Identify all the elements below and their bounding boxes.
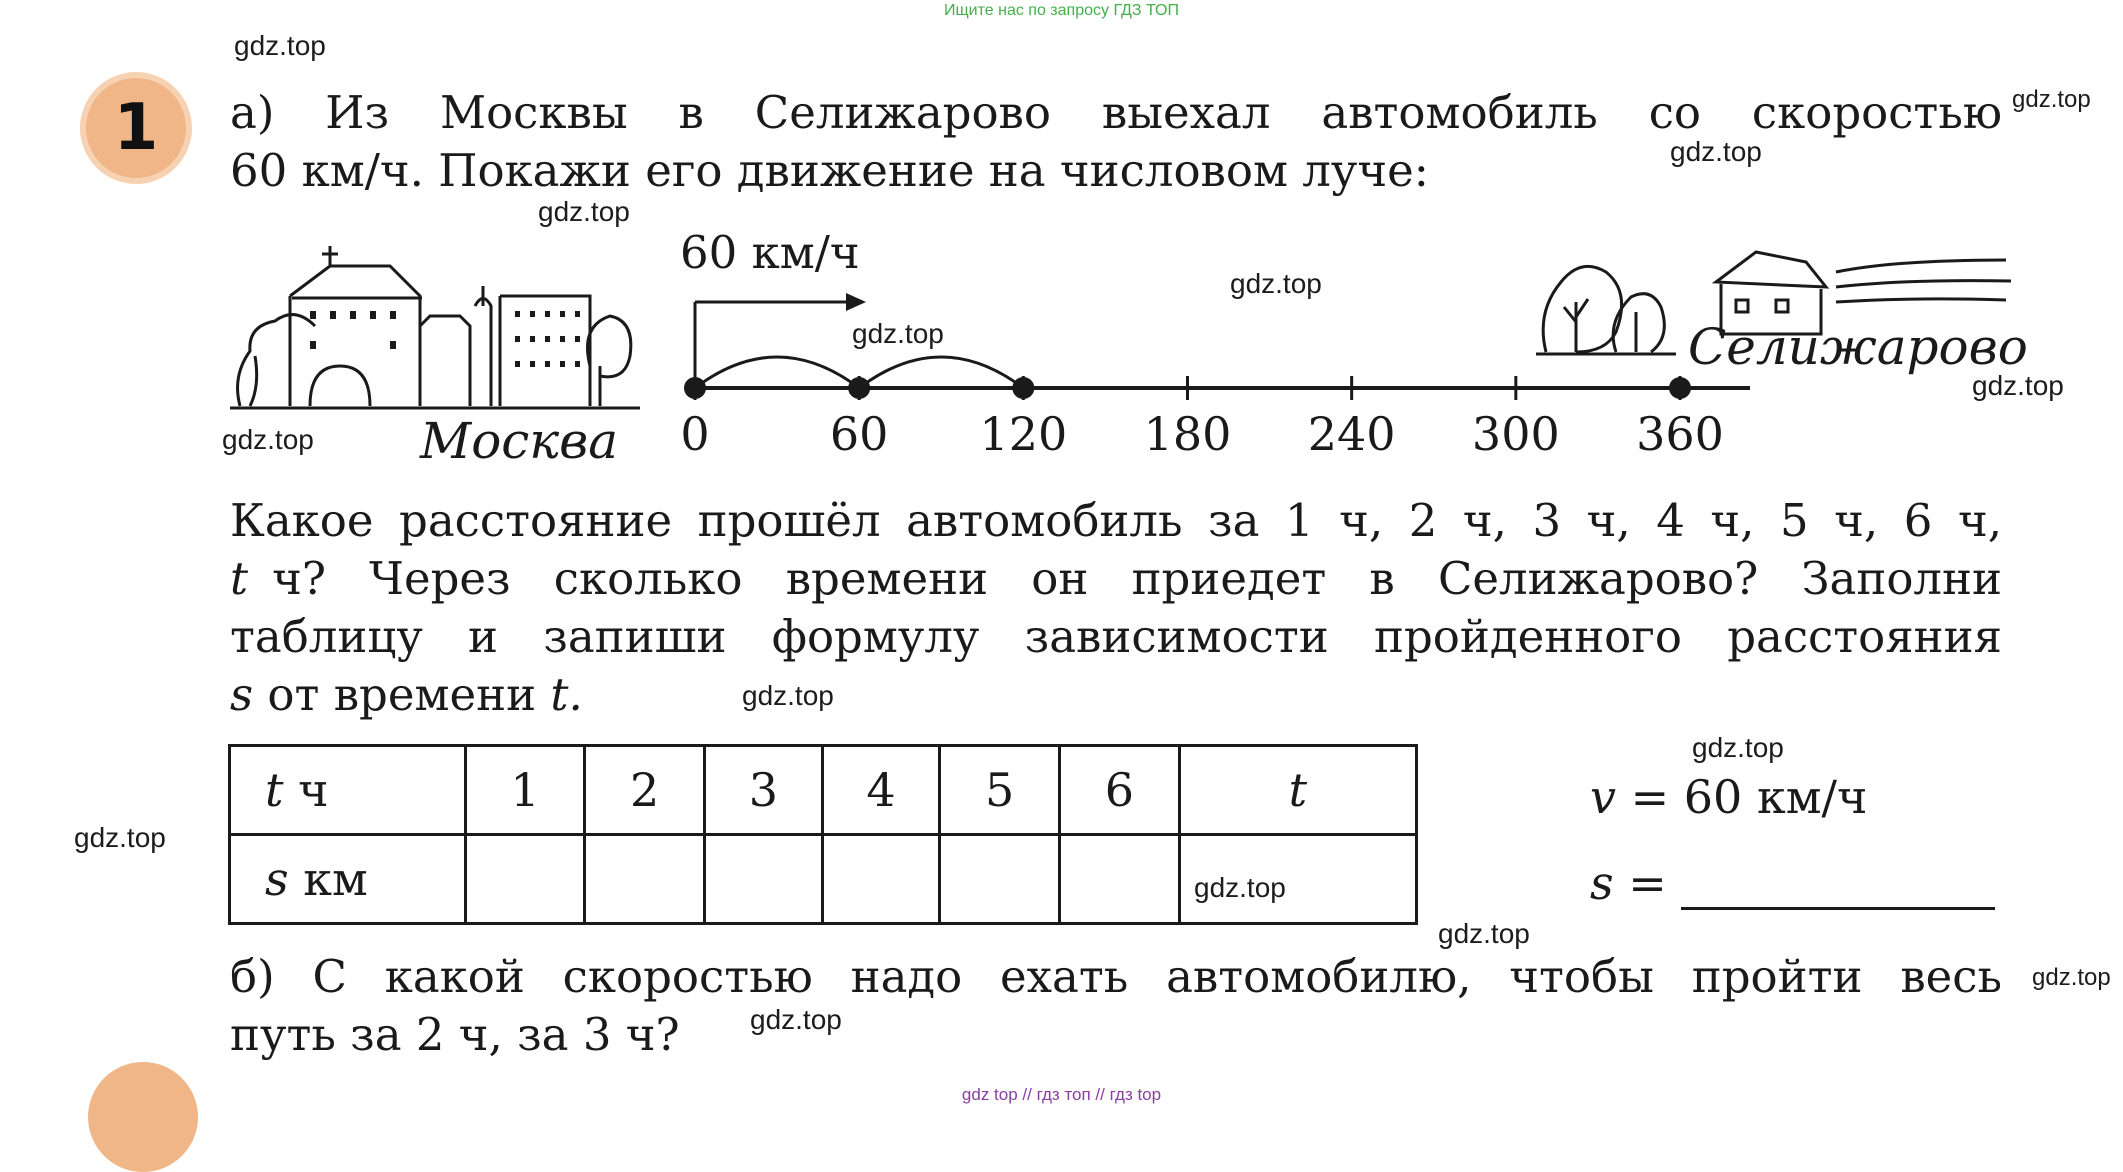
answer-cell[interactable] <box>704 835 822 924</box>
start-city-label: Москва <box>420 412 619 470</box>
watermark: gdz.top <box>1230 268 1322 299</box>
watermark: gdz.top <box>742 680 834 711</box>
watermark: gdz.top <box>2032 964 2111 991</box>
var-t: t. <box>550 668 583 721</box>
number-line-tick-label: 300 <box>1471 407 1560 461</box>
speed-label: 60 км/ч <box>680 226 860 279</box>
number-line-tick-label: 120 <box>979 407 1068 461</box>
question-line-1: Какое расстояние прошёл автомобиль за 1 ч, 2 ч, 3 ч, 4 ч, 5 ч, 6 ч, <box>230 494 2002 547</box>
answer-cell[interactable] <box>940 835 1060 924</box>
var-t: t <box>230 552 249 605</box>
table-cell: 1 <box>465 746 585 835</box>
table-cell: 6 <box>1060 746 1180 835</box>
answer-table <box>228 744 1418 925</box>
distance-formula: s = <box>1590 856 1995 910</box>
question-line-4-mid: от времени <box>267 668 537 721</box>
question-line-2 <box>230 550 2002 608</box>
number-line-tick-label: 180 <box>1143 407 1232 461</box>
watermark: gdz.top <box>1194 872 1286 903</box>
answer-cell[interactable] <box>1179 835 1416 924</box>
end-city-label: Селижарово <box>1688 318 2028 376</box>
watermark: gdz.top <box>1972 370 2064 401</box>
answer-cell[interactable] <box>465 835 585 924</box>
watermark: gdz.top <box>1670 136 1762 167</box>
watermark: gdz.top <box>2012 86 2091 113</box>
watermark: gdz.top <box>1438 918 1530 949</box>
table-cell: 3 <box>704 746 822 835</box>
answer-cell[interactable] <box>822 835 940 924</box>
table-row-s <box>230 835 1417 924</box>
table-cell: 5 <box>940 746 1060 835</box>
number-line-tick-label: 360 <box>1636 407 1724 461</box>
table-cell: 2 <box>585 746 705 835</box>
watermark: gdz.top <box>74 822 166 853</box>
row-head-s: s км <box>230 835 466 924</box>
number-line-tick-label: 60 <box>829 407 889 461</box>
number-line-point <box>848 377 870 399</box>
footer-links[interactable]: gdz top // гдз топ // гдз top <box>961 1085 1162 1104</box>
watermark: gdz.top <box>234 30 326 61</box>
watermark: gdz.top <box>750 1004 842 1035</box>
part-a-line-2: 60 км/ч. Покажи его движение на числовом луче: <box>230 144 1429 197</box>
number-line-arc <box>859 357 1023 388</box>
task-number-badge: 1 <box>80 72 192 184</box>
watermark: gdz.top <box>852 318 944 349</box>
question-line-2-text: ч? Через сколько времени он приедет в Селижарово? Заполни <box>272 552 2002 605</box>
question-line-3: таблицу и запиши формулу зависимости пройденного расстояния <box>230 610 2002 663</box>
part-b-line-2: путь за 2 ч, за 3 ч? <box>230 1008 680 1061</box>
number-line-arc <box>695 357 859 388</box>
part-b-line-1: б) С какой скоростью надо ехать автомобилю, чтобы пройти весь <box>230 950 2002 1003</box>
number-line-point <box>1669 377 1691 399</box>
next-task-badge <box>88 1062 198 1172</box>
question-line-4 <box>230 666 583 724</box>
number-line-tick-label: 0 <box>680 407 710 461</box>
number-line <box>0 0 2123 480</box>
watermark: gdz.top <box>222 424 314 455</box>
speed-arrow-head <box>846 293 866 311</box>
row-head-t: t ч <box>230 746 466 835</box>
answer-cell[interactable] <box>1060 835 1180 924</box>
top-banner[interactable]: Ищите нас по запросу ГДЗ ТОП <box>944 2 1179 19</box>
part-a-line-1: а) Из Москвы в Селижарово выехал автомобиль со скоростью <box>230 86 2002 139</box>
formula-answer-line[interactable] <box>1681 863 1995 910</box>
var-s: s <box>230 668 254 721</box>
speed-formula: v = 60 км/ч <box>1590 770 1868 824</box>
number-line-point <box>1012 377 1034 399</box>
table-cell-t: t <box>1179 746 1416 835</box>
table-cell: 4 <box>822 746 940 835</box>
table-row-t <box>230 746 1417 835</box>
watermark: gdz.top <box>1692 732 1784 763</box>
answer-cell[interactable] <box>585 835 705 924</box>
number-line-tick-label: 240 <box>1307 407 1396 461</box>
watermark: gdz.top <box>538 196 630 227</box>
